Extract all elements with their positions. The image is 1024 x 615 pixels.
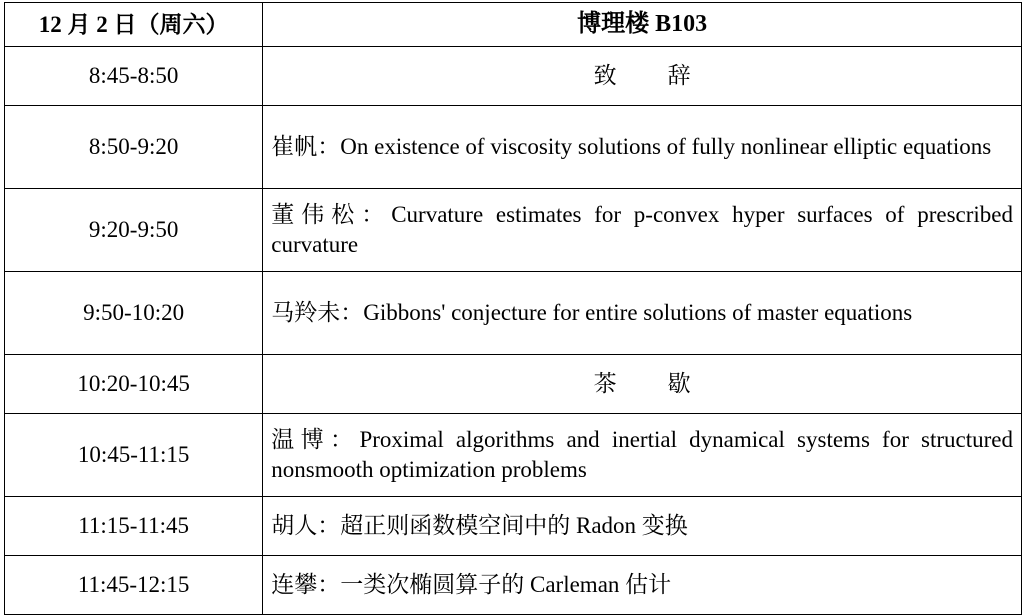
row-time: 9:20-9:50 bbox=[5, 188, 263, 271]
table-row bbox=[5, 413, 1022, 496]
row-content bbox=[263, 188, 1022, 271]
row-content-text: 董伟松：Curvature estimates for p-convex hyper surfaces of prescribed curvature bbox=[271, 202, 1013, 257]
table-row bbox=[5, 354, 1022, 413]
row-content-text: 茶 歇 bbox=[593, 371, 705, 396]
row-content bbox=[263, 271, 1022, 354]
row-content-text: 崔帆：On existence of viscosity solutions of fully nonlinear elliptic equations bbox=[271, 134, 992, 159]
schedule-table-body bbox=[5, 3, 1022, 615]
schedule-document bbox=[0, 2, 1024, 597]
row-time: 11:45-12:15 bbox=[5, 555, 263, 614]
row-time: 11:15-11:45 bbox=[5, 496, 263, 555]
header-room-cell: 博理楼 B103 bbox=[263, 3, 1022, 47]
table-row bbox=[5, 271, 1022, 354]
row-content-text: 连攀：一类次椭圆算子的 Carleman 估计 bbox=[271, 572, 672, 597]
row-content-text: 马羚未：Gibbons' conjecture for entire solutions of master equations bbox=[271, 300, 913, 325]
row-time: 10:20-10:45 bbox=[5, 354, 263, 413]
row-content bbox=[263, 413, 1022, 496]
row-time: 9:50-10:20 bbox=[5, 271, 263, 354]
schedule-table bbox=[4, 2, 1022, 615]
row-content bbox=[263, 555, 1022, 614]
row-content bbox=[263, 105, 1022, 188]
row-time: 10:45-11:15 bbox=[5, 413, 263, 496]
row-content-text: 温博：Proximal algorithms and inertial dynamical systems for structured nonsmooth optimization problems bbox=[271, 427, 1013, 482]
row-content bbox=[263, 46, 1022, 105]
row-time: 8:45-8:50 bbox=[5, 46, 263, 105]
table-header-row bbox=[5, 3, 1022, 47]
row-content bbox=[263, 354, 1022, 413]
table-row bbox=[5, 188, 1022, 271]
table-row bbox=[5, 555, 1022, 614]
table-row bbox=[5, 496, 1022, 555]
header-date-cell: 12 月 2 日（周六） bbox=[5, 3, 263, 47]
row-content-text: 胡人：超正则函数模空间中的 Radon 变换 bbox=[271, 513, 688, 538]
row-time: 8:50-9:20 bbox=[5, 105, 263, 188]
table-row bbox=[5, 46, 1022, 105]
table-row bbox=[5, 105, 1022, 188]
row-content-text: 致 辞 bbox=[593, 63, 705, 88]
row-content bbox=[263, 496, 1022, 555]
